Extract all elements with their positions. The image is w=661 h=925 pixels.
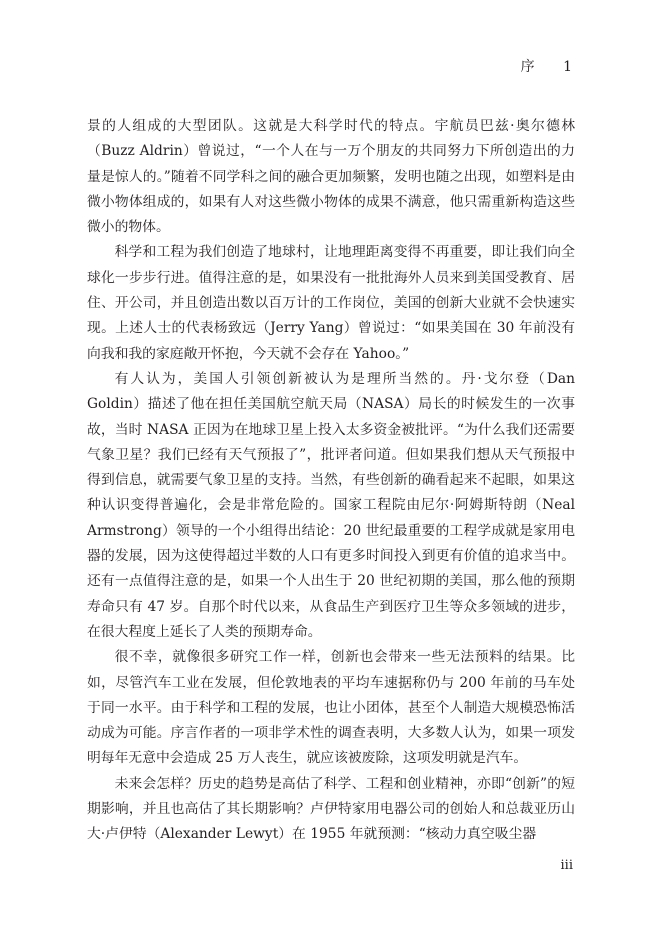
paragraph: 未来会怎样？历史的趋势是高估了科学、工程和创业精神，亦即“创新”的短期影响，并且也高估了其长期影响？卢伊特家用电器公司的创始人和总裁亚历山大·卢伊特（Alexander Lewyt）在 1955 年就预测：“核动力真空吸尘器 (87, 775, 575, 843)
chapter-number: 1 (563, 59, 573, 75)
paragraph: 很不幸，就像很多研究工作一样，创新也会带来一些无法预料的结果。比如，尽管汽车工业在发展，但伦敦地表的平均车速据称仍与 200 年前的马车处于同一水平。由于科学和工程的发展，也让小团体，甚至个人制造大规模恐怖活动成为可能。序言作者的一项非学术性的调查表明，大多数人认为，如果一项发明每年无意中会造成 25 万人丧生，就应该被废除，这项发明就是汽车。 (87, 649, 575, 767)
paragraph: 有人认为，美国人引领创新被认为是理所当然的。丹·戈尔登（Dan Goldin）描述了他在担任美国航空航天局（NASA）局长的时候发生的一次事故，当时 NASA 正因为在地球卫星上投入太多资金被批评。“为什么我们还需要气象卫星？我们已经有天气预报了”，批评者问道。但如果我们想从天气预报中得到信息，就需要气象卫星的支持。当然，有些创新的确看起来不起眼，如果这种认识变得普遍化，会是非常危险的。国家工程院由尼尔·阿姆斯特朗（Neal Armstrong）领导的一个小组得出结论：20 世纪最重要的工程学成就是家用电器的发展，因为这使得超过半数的人口有更多时间投入到更有价值的追求当中。还有一点值得注意的是，如果一个人出生于 20 世纪初期的美国，那么他的预期寿命只有 47 岁。自那个时代以来，从食品生产到医疗卫生等众多领域的进步，在很大程度上延长了人类的预期寿命。 (87, 370, 575, 640)
running-header (521, 56, 573, 76)
body-text (87, 114, 575, 848)
paragraph: 科学和工程为我们创造了地球村，让地理距离变得不再重要，即让我们向全球化一步步行进。值得注意的是，如果没有一批批海外人员来到美国受教育、居住、开公司，并且创造出数以百万计的工作岗位，美国的创新大业就不会快速实现。上述人士的代表杨致远（Jerry Yang）曾说过：“如果美国在 30 年前没有向我和我的家庭敞开怀抱，今天就不会存在 Yahoo。” (87, 244, 575, 362)
page-number: iii (560, 858, 573, 873)
chapter-title: 序 (520, 59, 536, 75)
paragraph: 景的人组成的大型团队。这就是大科学时代的特点。宇航员巴兹·奥尔德林（Buzz Aldrin）曾说过，“一个人在与一万个朋友的共同努力下所创造出的力量是惊人的。”随着不同学科之间的融合更加频繁，发明也随之出现，如塑料是由微小物体组成的，如果有人对这些微小物体的成果不满意，他只需重新构造这些微小的物体。 (87, 118, 575, 236)
